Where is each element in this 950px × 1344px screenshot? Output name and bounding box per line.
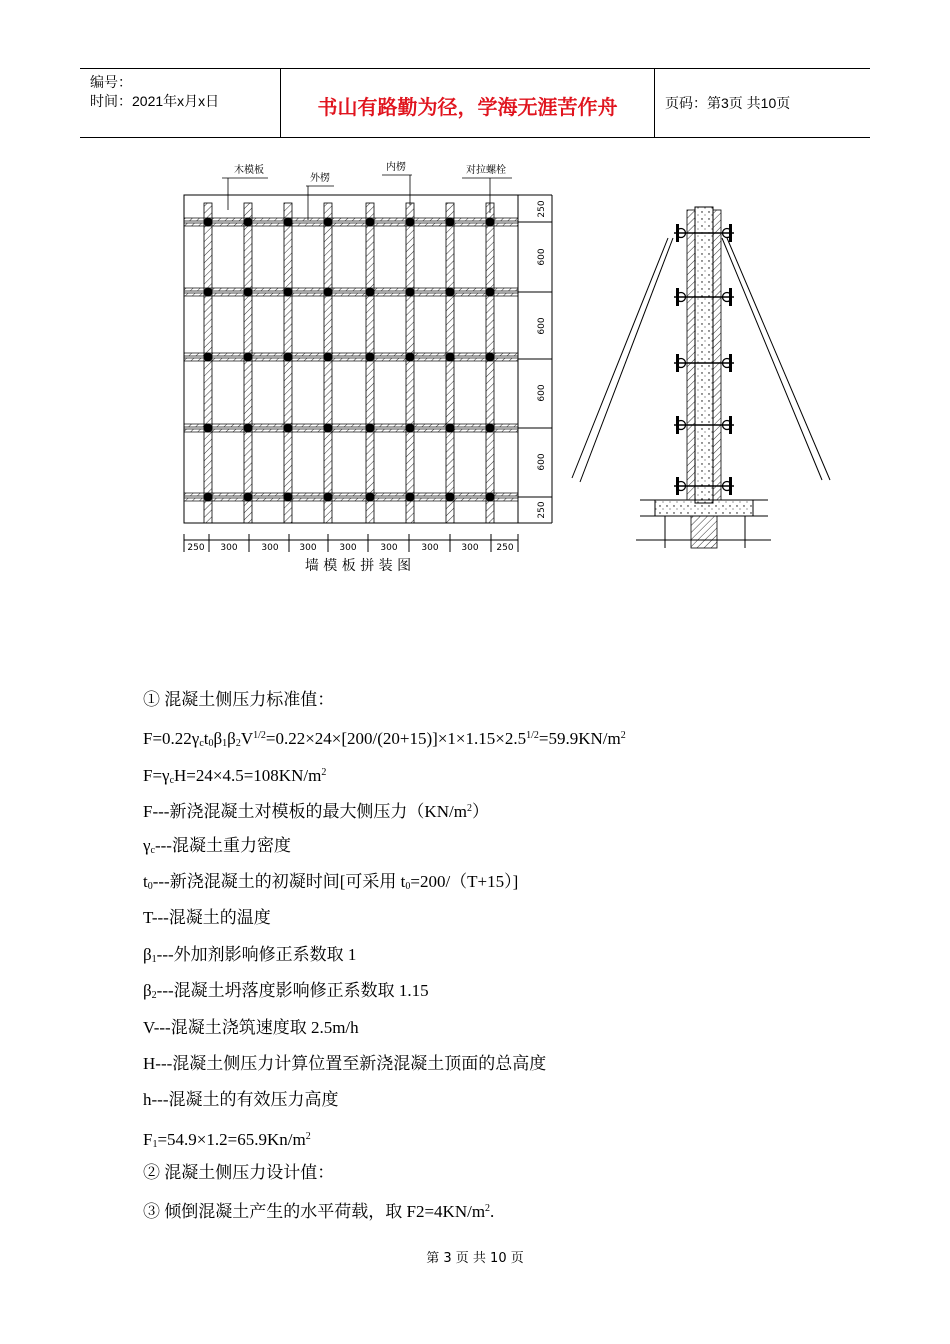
outer-waler <box>184 358 518 361</box>
tie-bolt-dot <box>366 218 375 227</box>
vertical-dimensions <box>518 195 552 523</box>
section-plate <box>676 416 679 434</box>
formwork-elevation <box>184 160 552 574</box>
outer-walers <box>184 218 518 501</box>
formula-f1-design: $F_1=54.9\times 1.2=65.9Kn/m^2$ <box>143 1129 311 1150</box>
header-center-cell <box>281 69 655 137</box>
page-label: 页码：第3页 共10页 <box>665 95 791 111</box>
vdim-6: 250 <box>537 501 547 519</box>
outer-waler <box>184 288 518 291</box>
tie-bolt-dot <box>446 493 455 502</box>
tie-bolt-dot <box>486 493 495 502</box>
tie-bolt-dot <box>366 288 375 297</box>
outer-waler <box>184 218 518 221</box>
tie-bolt-dot <box>204 493 213 502</box>
outer-waler <box>184 293 518 296</box>
label-inner-purlin: 内楞 <box>386 162 406 173</box>
tie-bolt-dot <box>486 218 495 227</box>
inner-stud <box>244 203 252 523</box>
inner-stud <box>446 203 454 523</box>
inner-stud <box>204 203 212 523</box>
item3-title: ③ 倾倒混凝土产生的水平荷载，取 $F2=4KN/m^2$. <box>143 1202 495 1222</box>
figure-caption: 墙 模 板 拼 装 图 <box>304 558 412 574</box>
tie-bolt-dot <box>406 353 415 362</box>
tie-bolt-dot <box>284 353 293 362</box>
tie-bolt-dot <box>446 218 455 227</box>
tie-bolt-dot <box>324 493 333 502</box>
section-plate <box>676 288 679 306</box>
section-plate <box>676 477 679 495</box>
tie-bolt-dot <box>324 424 333 433</box>
tie-bolt-dot <box>204 424 213 433</box>
hdim-3: 300 <box>261 543 279 553</box>
horizontal-dimensions <box>184 534 518 553</box>
section-plate <box>729 354 732 372</box>
hdim-1: 250 <box>187 543 205 553</box>
label-outer-purlin: 外楞 <box>310 173 330 184</box>
header-right-cell <box>655 69 870 137</box>
label-tie-bolt: 对拉螺栓 <box>466 165 506 176</box>
formwork-section <box>572 207 830 548</box>
label-wood-form: 木模板 <box>234 165 264 176</box>
tie-bolt-dot <box>204 288 213 297</box>
def-beta1: $\beta_1---$外加剂影响修正系数取 1 <box>143 944 357 965</box>
tie-bolt-dot <box>446 424 455 433</box>
outer-waler <box>184 493 518 496</box>
tie-bolt-dot <box>406 424 415 433</box>
time-label: 时间：2021年x月x日 <box>90 93 220 109</box>
tie-bolt-dot <box>486 424 495 433</box>
tie-bolt-dot <box>244 288 253 297</box>
vdim-2: 600 <box>537 248 547 266</box>
vdim-5: 600 <box>537 453 547 471</box>
section-plate <box>676 354 679 372</box>
outer-waler <box>184 498 518 501</box>
def-h-total: H---混凝土侧压力计算位置至新浇混凝土顶面的总高度 <box>143 1053 547 1073</box>
def-beta2: $\beta_2---$混凝土坍落度影响修正系数取 1.15 <box>143 981 429 1002</box>
calc-section <box>143 686 863 1232</box>
tie-bolt-dot <box>486 353 495 362</box>
wall-formwork-figure <box>0 150 950 590</box>
hdim-6: 300 <box>380 543 398 553</box>
vdim-4: 600 <box>537 384 547 402</box>
page-header <box>80 68 870 138</box>
vdim-3: 600 <box>537 317 547 335</box>
hdim-8: 300 <box>461 543 479 553</box>
code-label: 编号： <box>90 74 132 90</box>
tie-bolt-dot <box>284 493 293 502</box>
tie-bolt-dot <box>406 288 415 297</box>
section-plate <box>676 224 679 242</box>
tie-bolt-dot <box>284 424 293 433</box>
formula-f2: $F=\gamma_cH=24\times 4.5=108KN/m^2$ <box>143 765 327 786</box>
inner-stud <box>366 203 374 523</box>
tie-bolt-dot <box>284 288 293 297</box>
outer-waler <box>184 424 518 427</box>
inner-stud <box>486 203 494 523</box>
formula-f1: $F=0.22\gamma_ct_0\beta_1\beta_2V^{1/2}=0.22\times 24\times[200/(20+15)]\times 1\times 1.15\times 2.5^{1/2}=59.9KN/m^2$ <box>143 729 626 750</box>
def-v: V---混凝土浇筑速度取 2.5m/h <box>143 1017 359 1037</box>
inner-studs <box>204 203 494 523</box>
hdim-9: 250 <box>496 543 514 553</box>
tie-bolt-dot <box>324 288 333 297</box>
page-footer: 第 3 页 共 10 页 <box>426 1251 524 1266</box>
hdim-7: 300 <box>421 543 439 553</box>
header-left-cell <box>80 69 281 137</box>
tie-bolt-dot <box>486 288 495 297</box>
motto-text: 书山有路勤为径，学海无涯苦作舟 <box>317 95 618 119</box>
outer-waler <box>184 353 518 356</box>
def-t0: $t_0---$新浇混凝土的初凝时间[可采用 $t_0=200/(T+15)$] <box>143 871 519 892</box>
tie-bolt-dot <box>446 353 455 362</box>
tie-bolt-dot <box>324 353 333 362</box>
tie-bolt-dot <box>366 424 375 433</box>
tie-bolt-dot <box>244 218 253 227</box>
tie-bolt-dot <box>244 353 253 362</box>
def-f: F---新浇混凝土对模板的最大侧压力$(KN/m^2)$ <box>143 802 489 822</box>
section-plate <box>729 477 732 495</box>
outer-waler <box>184 429 518 432</box>
hdim-4: 300 <box>299 543 317 553</box>
def-h-effective: h---混凝土的有效压力高度 <box>143 1090 339 1110</box>
tie-bolt-dot <box>406 493 415 502</box>
vdim-1: 250 <box>537 200 547 218</box>
hdim-5: 300 <box>339 543 357 553</box>
tie-bolt-dot <box>284 218 293 227</box>
section-plate <box>729 224 732 242</box>
tie-bolt-dot <box>204 353 213 362</box>
tie-bolt-dot <box>446 288 455 297</box>
tie-bolt-dot <box>406 218 415 227</box>
section-plate <box>729 288 732 306</box>
outer-waler <box>184 223 518 226</box>
def-gamma: $\gamma_c---$混凝土重力密度 <box>143 835 291 856</box>
def-t: T---混凝土的温度 <box>143 908 271 928</box>
tie-bolt-dot <box>324 218 333 227</box>
inner-stud <box>324 203 332 523</box>
inner-stud <box>406 203 414 523</box>
item2-title: ② 混凝土侧压力设计值： <box>143 1163 335 1183</box>
hdim-2: 300 <box>220 543 238 553</box>
tie-bolt-dot <box>204 218 213 227</box>
tie-bolt-dot <box>244 424 253 433</box>
tie-bolt-dot <box>366 493 375 502</box>
item1-title: ① 混凝土侧压力标准值： <box>143 690 335 709</box>
section-plate <box>729 416 732 434</box>
tie-bolt-dot <box>366 353 375 362</box>
inner-stud <box>284 203 292 523</box>
tie-bolt-dot <box>244 493 253 502</box>
